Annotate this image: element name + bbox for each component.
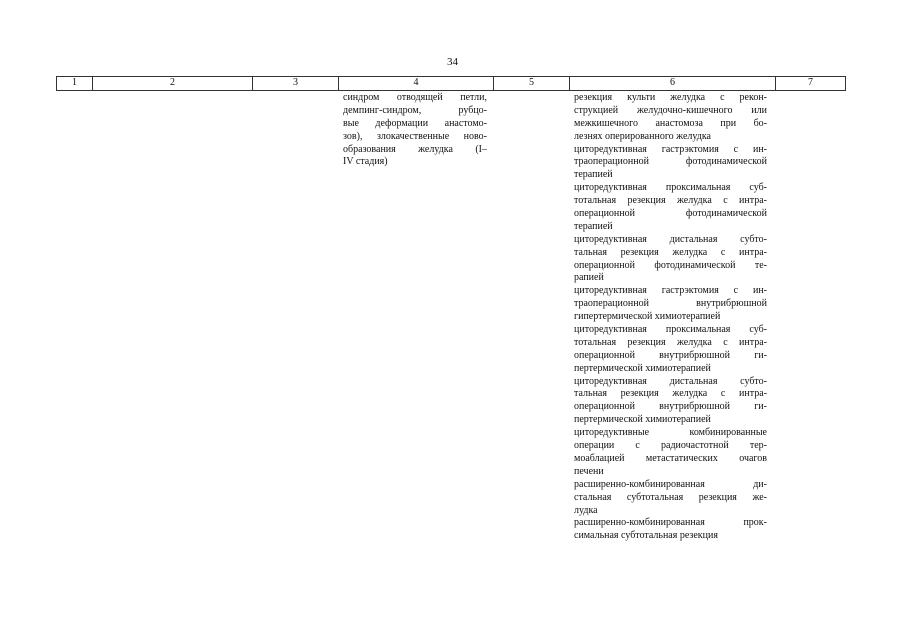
col6-line: терапией: [574, 169, 613, 181]
col6-line: циторедуктивная проксимальная суб-: [574, 182, 767, 194]
col6-line: циторедуктивная дистальная субто-: [574, 375, 767, 387]
col6-line: стальная субтотальная резекция же-: [574, 491, 767, 503]
col6-line: тотальная резекция желудка с интра-: [574, 195, 767, 207]
col6-line: симальная субтотальная резекция: [574, 530, 718, 542]
col6-line: резекция культи желудка с рекон-: [574, 92, 767, 103]
column-4-text: [343, 92, 487, 169]
table-header-row: [56, 76, 846, 91]
col4-line: образования желудка (I–: [343, 143, 487, 155]
col6-line: моаблацией метастатических очагов: [574, 452, 767, 464]
column-6-text: [574, 92, 767, 543]
col6-line: пертермической химиотерапией: [574, 414, 711, 426]
col6-line: терапией: [574, 220, 613, 232]
col6-line: циторедуктивная гастрэктомия с ин-: [574, 143, 767, 155]
col6-line: циторедуктивная гастрэктомия с ин-: [574, 285, 767, 297]
col6-line: расширенно-комбинированная ди-: [574, 478, 767, 490]
col6-line: межкишечного анастомоза при бо-: [574, 117, 767, 129]
col6-line: тальная резекция желудка с интра-: [574, 388, 767, 400]
header-cell-7: 7: [775, 77, 846, 90]
header-cell-6: 6: [569, 77, 775, 90]
col6-line: расширенно-комбинированная прок-: [574, 517, 767, 529]
col4-line: зов), злокачественные ново-: [343, 130, 487, 142]
col6-line: циторедуктивная проксимальная суб-: [574, 324, 767, 336]
col6-line: тотальная резекция желудка с интра-: [574, 336, 767, 348]
col6-line: гипертермической химиотерапией: [574, 311, 721, 323]
page-number: 34: [447, 56, 458, 68]
header-cell-5: 5: [493, 77, 569, 90]
col6-line: циторедуктивные комбинированные: [574, 427, 767, 439]
header-cell-1: 1: [56, 77, 92, 90]
col6-line: траоперационной фотодинамической: [574, 156, 767, 168]
col6-line: траоперационной внутрибрюшной: [574, 298, 767, 310]
col6-line: операционной фотодинамической: [574, 208, 767, 220]
col6-line: тальная резекция желудка с интра-: [574, 246, 767, 258]
col4-line: синдром отводящей петли,: [343, 92, 487, 103]
header-cell-2: 2: [92, 77, 252, 90]
col6-line: пертермической химиотерапией: [574, 362, 711, 374]
col6-line: операционной внутрибрюшной ги-: [574, 349, 767, 361]
col6-line: циторедуктивная дистальная субто-: [574, 233, 767, 245]
col6-line: струкцией желудочно-кишечного или: [574, 104, 767, 116]
col6-line: печени: [574, 465, 604, 477]
col6-line: рапией: [574, 272, 604, 284]
header-cell-3: 3: [252, 77, 338, 90]
header-cell-4: 4: [338, 77, 493, 90]
col4-line: IV стадия): [343, 156, 388, 168]
col6-line: операции с радиочастотной тер-: [574, 440, 767, 452]
col4-line: демпинг-синдром, рубцо-: [343, 104, 487, 116]
col4-line: вые деформации анастомо-: [343, 117, 487, 129]
col6-line: операционной фотодинамической те-: [574, 259, 767, 271]
col6-line: операционной внутрибрюшной ги-: [574, 401, 767, 413]
col6-line: лезнях оперированного желудка: [574, 130, 711, 142]
col6-line: лудка: [574, 504, 598, 516]
